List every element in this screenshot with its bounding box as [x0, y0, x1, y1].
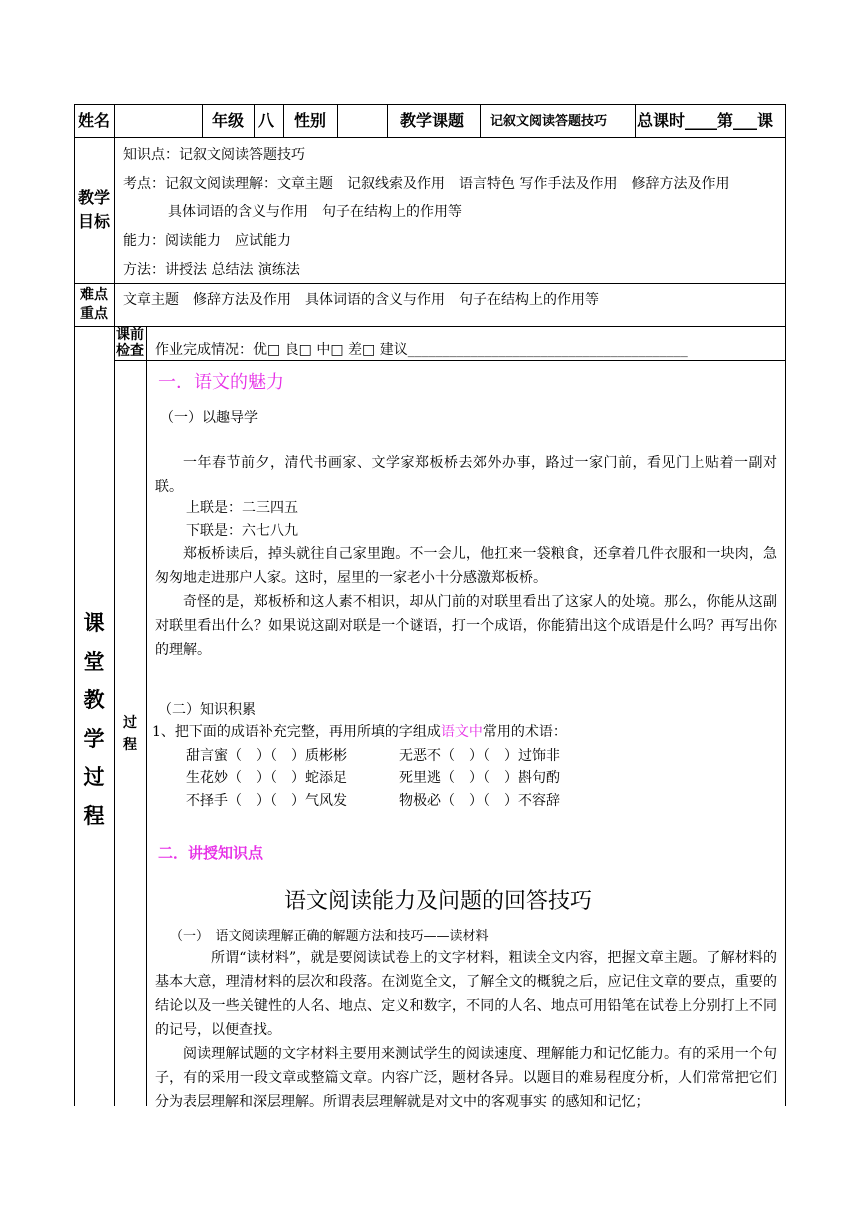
section1-sub2: （二）知识积累 [158, 702, 256, 718]
section2-paragraph-2: 阅读理解试题的文字材料主要用来测试学生的阅读速度、理解能力和记忆能力。有的采用一个句子，有的采用一段文章或整篇文章。内容广泛，题材各异。以题目的难易程度分析，人们常常把它们分为表层理解和深层理解。所谓表层理解就是对文中的客观事实 的感知和记忆； [155, 1046, 777, 1110]
idiom-question: 1、把下面的成语补充完整，再用所填的字组成语文中常用的术语： [152, 724, 567, 740]
idiom-item: 死里逃（ ）（ ）斟句酌 [399, 770, 560, 786]
section2-paragraph-1: 所谓“读材料”，就是要阅读试卷上的文字材料，粗读全文内容，把握文章主题。了解材料的基本大意，理清材料的层次和段落。在浏览全文，了解全文的概貌之后，应记住文章的要点，重要的结论以及一些关键性的人名、地点、定义和数字，不同的人名、地点可用铅笔在试卷上分别打上不同的记号，以便查找。 [155, 950, 777, 1038]
section1-paragraph-3: 奇怪的是，郑板桥和这人素不相识，却从门前的对联里看出了这家人的处境。那么，你能从这副对联里看出什么？如果说这副对联是一个谜语，打一个成语，你能猜出这个成语是什么吗？再写出你的理解。 [155, 594, 777, 658]
gender-value-cell[interactable] [339, 106, 385, 136]
section1-heading: 一．语文的魅力 [158, 372, 284, 393]
goals-label-1: 教学 [78, 188, 111, 207]
section2-sub1: （一） 语文阅读理解正确的解题方法和技巧——读材料 [170, 929, 489, 944]
difficulty-text: 文章主题 修辞方法及作用 具体词语的含义与作用 句子在结构上的作用等 [123, 292, 599, 308]
precheck-label-2: 检查 [116, 343, 144, 359]
goals-label-2: 目标 [78, 212, 111, 231]
goals-exam-2: 具体词语的含义与作用 句子在结构上的作用等 [168, 204, 462, 220]
section2-title: 语文阅读能力及问题的回答技巧 [284, 889, 593, 914]
gender-label: 性别 [294, 111, 327, 130]
section1-paragraph-1: 一年春节前夕，清代书画家、文学家郑板桥去郊外办事，路过一家门前，看见门上贴着一副对联。 [155, 455, 777, 495]
idiom-item: 甜言蜜（ ）（ ）质彬彬 [186, 748, 347, 764]
couplet-lower: 下联是：六七八九 [186, 523, 298, 539]
couplet-upper: 上联是：二三四五 [186, 500, 298, 516]
idiom-item: 无恶不（ ）（ ）过饰非 [399, 748, 560, 764]
difficulty-label-1: 难点 [80, 287, 108, 303]
section2-heading: 二．讲授知识点 [158, 844, 264, 862]
grade-label: 年级 [212, 111, 245, 130]
idiom-item: 不择手（ ）（ ）气风发 [186, 793, 347, 809]
process-big-label: 课 堂 教 学 过 程 [83, 611, 105, 828]
idiom-item: 物极必（ ）（ ）不容辞 [399, 793, 560, 809]
difficulty-label-2: 重点 [80, 306, 108, 322]
goals-ability: 能力：阅读能力 应试能力 [123, 233, 291, 249]
grade-value: 八 [258, 111, 275, 130]
goals-method: 方法：讲授法 总结法 演练法 [123, 262, 300, 278]
section1-paragraph-2: 郑板桥读后，掉头就往自己家里跑。不一会儿，他扛来一袋粮食，还拿着几件衣服和一块肉，急匆匆地走进那户人家。这时，屋里的一家老小十分感激郑板桥。 [155, 546, 777, 586]
precheck-label-1: 课前 [116, 327, 144, 343]
suggestion-blank[interactable]: ________________________________________ [407, 342, 688, 358]
idiom-item: 生花妙（ ）（ ）蛇添足 [186, 770, 347, 786]
name-label: 姓名 [78, 111, 111, 130]
name-value-cell[interactable] [116, 106, 200, 136]
section1-sub1: （一）以趣导学 [160, 410, 258, 426]
process-small-label: 过 程 [123, 715, 137, 753]
precheck-text: 作业完成情况：优□ 良□ 中□ 差□ 建议________________________________________ [155, 342, 688, 358]
topic-value: 记叙文阅读答题技巧 [490, 114, 608, 129]
goals-knowledge: 知识点：记叙文阅读答题技巧 [123, 147, 305, 163]
total-hours: 总课时____第___课 [637, 111, 774, 130]
topic-label: 教学课题 [400, 111, 465, 130]
goals-exam-1: 考点：记叙文阅读理解：文章主题 记叙线索及作用 语言特色 写作手法及作用 修辞方法及作用 [123, 176, 730, 192]
